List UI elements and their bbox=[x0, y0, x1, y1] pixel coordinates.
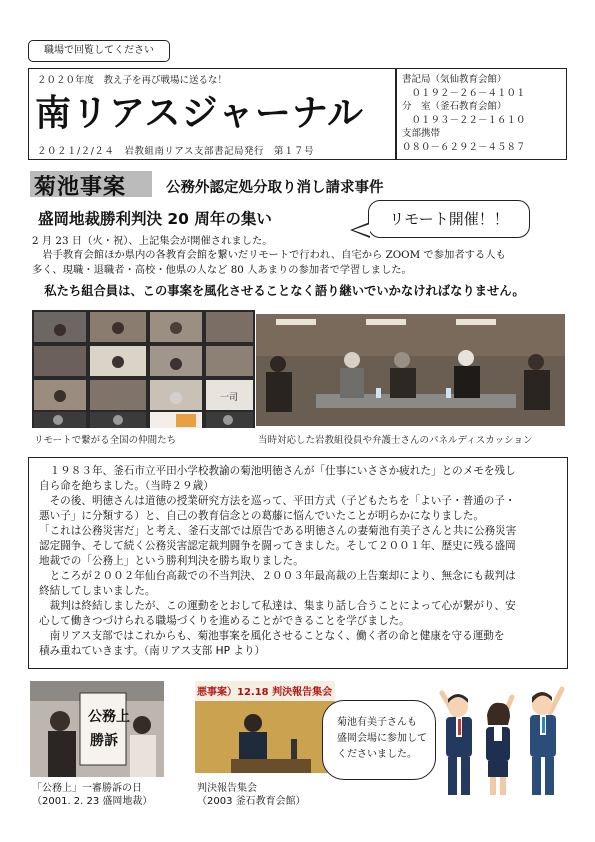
article-box bbox=[28, 457, 568, 669]
contact-line: ０１９２－２６－４１０１ bbox=[402, 87, 526, 99]
article-line: 心して働きつづけられる職場づくりを進めることができることを学びました。 bbox=[39, 615, 410, 627]
headline-main: 菊池事案 bbox=[34, 175, 127, 200]
victory-photo-caption: 「公務上」一審勝訴の日 bbox=[32, 783, 142, 794]
report-banner-text: 悪事案）12.18 判決報告集会 bbox=[197, 687, 333, 698]
panel-photo-caption: 当時対応した岩教組役員や弁護士さんのパネルディスカッション bbox=[258, 435, 533, 446]
headline-second: 盛岡地裁勝利判決 20 周年の集い bbox=[38, 210, 272, 228]
remote-grid-image bbox=[32, 310, 255, 428]
contact-line: ０８０－６２９２－４５８７ bbox=[402, 141, 526, 153]
victory-day-image bbox=[30, 681, 164, 777]
article-line: ところが２００２年仙台高裁での不当判決、２００３年最高裁の上告棄却により、無念にも裁判は bbox=[39, 570, 516, 582]
contact-info bbox=[402, 73, 526, 155]
panel-discussion-image bbox=[256, 314, 565, 426]
remote-meeting-photo bbox=[32, 310, 255, 428]
article-line: 裁判は終結しましたが、この運動をとおして私達は、集まり話し合うことによって心が繋がり、安 bbox=[39, 600, 516, 612]
remote-bubble-text: リモート開催！！ bbox=[389, 210, 509, 228]
shouso-sign-text: 勝訴 bbox=[90, 733, 118, 749]
article-line: 悪い子」に分類する）と、自己の教育信念との葛藤に悩んでいたことが明らかになりました。 bbox=[39, 510, 484, 522]
lead-emphasis: 私たち組合員は、この事案を風化させることなく語り継いでいかなければなりません。 bbox=[32, 284, 525, 298]
koumu-sign-text: 公務上 bbox=[88, 709, 130, 725]
victory-photo-date: （2001. 2. 23 盛岡地裁） bbox=[32, 796, 153, 807]
article-line: 南リアス支部ではこれからも、菊池事案を風化させることなく、働く者の命と健康を守る運動を bbox=[39, 630, 505, 642]
contact-line: 支部携帯 bbox=[402, 128, 441, 140]
masthead bbox=[28, 68, 567, 160]
masthead-divider bbox=[395, 69, 397, 159]
article-line: １９８３年、釜石市立平田小学校教諭の菊池明徳さんが「仕事にいささか疲れた」とのメモを残し bbox=[39, 465, 516, 477]
victory-day-photo bbox=[30, 681, 164, 777]
slogan: ２０２０年度 教え子を再び戦場に送るな！ bbox=[37, 75, 228, 86]
report-meeting-photo bbox=[195, 681, 335, 773]
circulation-notice: 職場で回覧してください bbox=[28, 40, 170, 62]
report-photo-caption: 判決報告集会 bbox=[197, 783, 257, 794]
headline-subtitle: 公務外認定処分取り消し請求事件 bbox=[166, 180, 384, 196]
article-line: 「これは公務災害だ」と考え、釜石支部では原告である明徳さんの妻菊池有美子さんと共に公務災害 bbox=[39, 525, 517, 537]
bubble-line: くださいました。 bbox=[337, 749, 417, 760]
bubble-line: 盛岡会場に参加して bbox=[337, 733, 427, 744]
article-line: 地裁での「公務上」という勝利判決を勝ち取りました。 bbox=[39, 555, 304, 567]
bubble-line: 菊池有美子さんも bbox=[337, 717, 417, 728]
report-photo-date: （2003 釜石教育会館） bbox=[197, 796, 306, 807]
issue-line: ２０２１/２/２４ 岩教組南リアス支部書記局発行 第１７号 bbox=[37, 146, 315, 157]
article-line: 終結してしまいました。 bbox=[39, 585, 156, 597]
report-meeting-image bbox=[195, 681, 335, 773]
cheering-people-icon bbox=[434, 683, 568, 801]
article-line: 認定闘争、そして続く公務災害認定裁判闘争を闘ってきました。そして２００１年、歴史に残る盛岡 bbox=[39, 540, 516, 552]
article-line: その後、明徳さんは道徳の授業研究方法を巡って、平田方式（子どもたちを「よい子・普通の子・ bbox=[39, 495, 516, 507]
newsletter-title: 南リアスジャーナル bbox=[35, 93, 365, 134]
remote-sign-text: 一司 bbox=[220, 393, 239, 403]
lead-paragraph: 多く、現職・退職者・高校・他県の人など 80 人あまりの参加者で学習しました。 bbox=[32, 264, 412, 276]
lead-paragraph: 2 月 23 日（火・祝）、上記集会が開催されました。 bbox=[32, 235, 273, 247]
lead-paragraph: 岩手教育会館ほか県内の各教育会館を繋いだリモートで行われ、自宅から ZOOM で参加者する人も bbox=[32, 249, 506, 261]
people-illustration bbox=[434, 683, 568, 801]
article-line: 自ら命を絶ちました。（当時２９歳） bbox=[39, 480, 214, 492]
contact-line: ０１９３－２２－１６１０ bbox=[402, 114, 526, 126]
panel-discussion-photo bbox=[256, 314, 565, 426]
article-line: 積み重ねていきます。（南リアス支部 HP より） bbox=[39, 645, 266, 657]
attendance-bubble bbox=[322, 700, 436, 780]
contact-line: 書記局（気仙教育会館） bbox=[402, 74, 507, 85]
contact-line: 分 室（釜石教育会館） bbox=[402, 101, 507, 113]
remote-photo-caption: リモートで繋がる全国の仲間たち bbox=[34, 435, 177, 446]
remote-bubble bbox=[368, 200, 530, 238]
